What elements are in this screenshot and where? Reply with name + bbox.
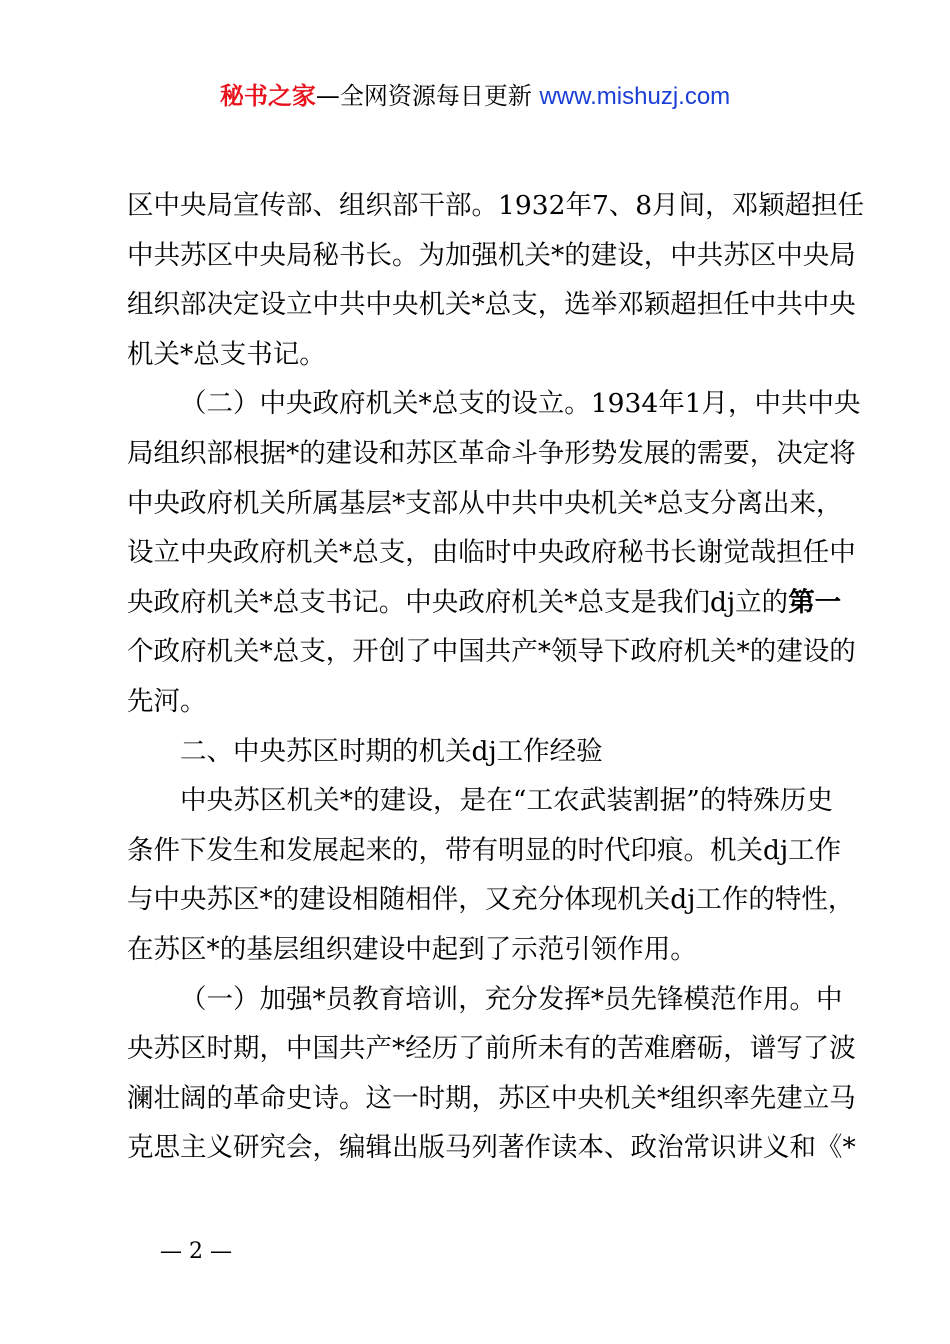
section-heading: 二、中央苏区时期的机关dj工作经验 <box>180 735 603 767</box>
text-line <box>127 578 842 628</box>
text-line: 在苏区*的基层组织建设中起到了示范引领作用。 <box>127 933 697 965</box>
text-line: 中央政府机关所属基层*支部从中共中央机关*总支分离出来， <box>127 487 843 519</box>
text-line: 机关*总支书记。 <box>127 338 326 370</box>
text-line: 中央苏区机关*的建设，是在“工农武装割据”的特殊历史 <box>180 785 833 817</box>
text-line: 先河。 <box>127 685 207 717</box>
text-line: 克思主义研究会，编辑出版马列著作读本、政治常识讲义和《* <box>127 1132 856 1164</box>
brand-name: 秘书之家 <box>219 82 316 110</box>
text-line: （一）加强*员教育培训，充分发挥*员先锋模范作用。中 <box>180 983 843 1015</box>
text-line: 局组织部根据*的建设和苏区革命斗争形势发展的需要，决定将 <box>127 437 856 469</box>
text-line: 区中央局宣传部、组织部干部。1932年7、8月间，邓颖超担任 <box>127 190 865 221</box>
text-line: 与中央苏区*的建设相随相伴，又充分体现机关dj工作的特性， <box>127 884 855 916</box>
text-line: 澜壮阔的革命史诗。这一时期，苏区中央机关*组织率先建立马 <box>127 1082 856 1114</box>
text-line: 个政府机关*总支，开创了中国共产*领导下政府机关*的建设的 <box>127 636 856 668</box>
text-line: 央苏区时期，中国共产*经历了前所未有的苦难磨砺，谱写了波 <box>127 1033 856 1065</box>
text-line: （二）中央政府机关*总支的设立。1934年1月，中共中央 <box>180 388 861 420</box>
page-number: — 2 — <box>160 1239 232 1264</box>
site-header <box>0 80 950 113</box>
text-segment: 央政府机关*总支书记。中央政府机关*总支是我们dj立的 <box>127 586 789 618</box>
document-body <box>127 181 865 1173</box>
site-url-link[interactable]: www.mishuzj.com <box>539 83 731 110</box>
header-tagline: —全网资源每日更新 <box>315 82 540 110</box>
text-line: 组织部决定设立中共中央机关*总支，选举邓颖超担任中共中央 <box>127 289 856 321</box>
text-line: 条件下发生和发展起来的，带有明显的时代印痕。机关dj工作 <box>127 834 842 866</box>
text-line: 中共苏区中央局秘书长。为加强机关*的建设，中共苏区中央局 <box>127 239 856 271</box>
bold-text: 第一 <box>788 586 842 618</box>
text-line: 设立中央政府机关*总支，由临时中央政府秘书长谢觉哉担任中 <box>127 537 856 569</box>
